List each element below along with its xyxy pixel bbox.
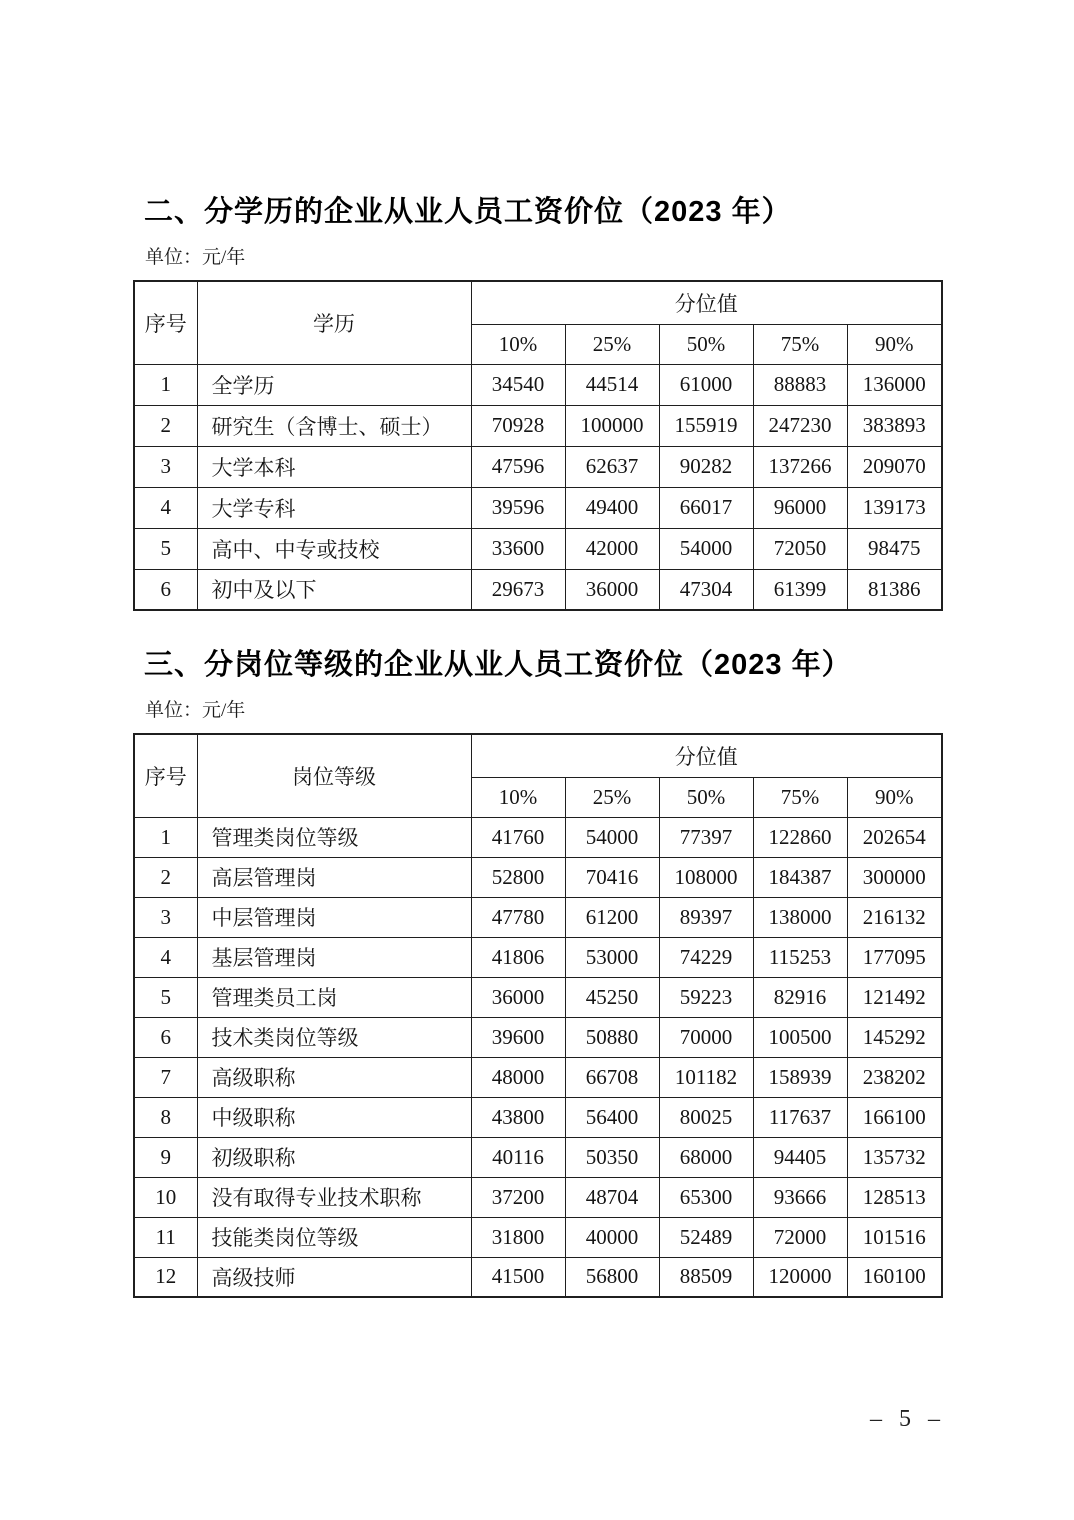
table-row [134,937,942,977]
table-row [134,977,942,1017]
row-number-cell: 4 [134,487,197,528]
value-cell: 36000 [471,977,565,1017]
table-row [134,857,942,897]
percentile-header: 75% [753,777,847,817]
value-cell: 238202 [847,1057,942,1097]
table-body [134,364,942,610]
category-cell: 大学本科 [197,446,471,487]
value-cell: 52489 [659,1217,753,1257]
value-cell: 383893 [847,405,942,446]
column-header-category: 岗位等级 [197,734,471,817]
value-cell: 202654 [847,817,942,857]
value-cell: 40000 [565,1217,659,1257]
value-cell: 101182 [659,1057,753,1097]
table-row [134,1257,942,1297]
category-cell: 高级技师 [197,1257,471,1297]
value-cell: 77397 [659,817,753,857]
value-cell: 61000 [659,364,753,405]
value-cell: 80025 [659,1097,753,1137]
table-row [134,487,942,528]
table-body [134,817,942,1297]
value-cell: 135732 [847,1137,942,1177]
value-cell: 34540 [471,364,565,405]
value-cell: 88509 [659,1257,753,1297]
value-cell: 39600 [471,1017,565,1057]
column-header-no: 序号 [134,281,197,364]
row-number-cell: 5 [134,528,197,569]
category-cell: 中层管理岗 [197,897,471,937]
value-cell: 166100 [847,1097,942,1137]
value-cell: 88883 [753,364,847,405]
table-header [134,281,942,364]
value-cell: 122860 [753,817,847,857]
value-cell: 160100 [847,1257,942,1297]
value-cell: 158939 [753,1057,847,1097]
category-cell: 大学专科 [197,487,471,528]
value-cell: 117637 [753,1097,847,1137]
category-cell: 基层管理岗 [197,937,471,977]
column-group-header: 分位值 [471,734,942,777]
row-number-cell: 5 [134,977,197,1017]
table-row [134,1017,942,1057]
value-cell: 177095 [847,937,942,977]
category-cell: 初级职称 [197,1137,471,1177]
unit-label: 单位：元/年 [145,247,246,268]
value-cell: 90282 [659,446,753,487]
value-cell: 70000 [659,1017,753,1057]
value-cell: 72050 [753,528,847,569]
category-cell: 高层管理岗 [197,857,471,897]
unit-label: 单位：元/年 [145,700,246,721]
category-cell: 没有取得专业技术职称 [197,1177,471,1217]
value-cell: 65300 [659,1177,753,1217]
section-title: 二、分学历的企业从业人员工资价位（2023 年） [144,196,792,228]
value-cell: 49400 [565,487,659,528]
row-number-cell: 2 [134,405,197,446]
value-cell: 31800 [471,1217,565,1257]
value-cell: 209070 [847,446,942,487]
value-cell: 94405 [753,1137,847,1177]
value-cell: 47304 [659,569,753,610]
value-cell: 47780 [471,897,565,937]
value-cell: 50880 [565,1017,659,1057]
table-row [134,1057,942,1097]
value-cell: 29673 [471,569,565,610]
value-cell: 37200 [471,1177,565,1217]
value-cell: 128513 [847,1177,942,1217]
value-cell: 82916 [753,977,847,1017]
value-cell: 89397 [659,897,753,937]
percentile-header: 25% [565,777,659,817]
value-cell: 56800 [565,1257,659,1297]
value-cell: 61200 [565,897,659,937]
value-cell: 139173 [847,487,942,528]
row-number-cell: 7 [134,1057,197,1097]
category-cell: 管理类员工岗 [197,977,471,1017]
value-cell: 98475 [847,528,942,569]
value-cell: 184387 [753,857,847,897]
value-cell: 138000 [753,897,847,937]
value-cell: 53000 [565,937,659,977]
value-cell: 41806 [471,937,565,977]
section-position-wage [133,646,941,1298]
table-row [134,1137,942,1177]
value-cell: 33600 [471,528,565,569]
table-row [134,528,942,569]
row-number-cell: 4 [134,937,197,977]
category-cell: 高中、中专或技校 [197,528,471,569]
value-cell: 47596 [471,446,565,487]
value-cell: 56400 [565,1097,659,1137]
value-cell: 48000 [471,1057,565,1097]
table-row [134,817,942,857]
row-number-cell: 3 [134,897,197,937]
value-cell: 42000 [565,528,659,569]
percentile-header: 10% [471,324,565,364]
value-cell: 39596 [471,487,565,528]
value-cell: 44514 [565,364,659,405]
position-wage-table [133,733,943,1298]
value-cell: 66017 [659,487,753,528]
row-number-cell: 1 [134,364,197,405]
value-cell: 48704 [565,1177,659,1217]
table-row [134,405,942,446]
percentile-header: 90% [847,324,942,364]
column-header-category: 学历 [197,281,471,364]
value-cell: 136000 [847,364,942,405]
percentile-header: 10% [471,777,565,817]
row-number-cell: 9 [134,1137,197,1177]
value-cell: 70416 [565,857,659,897]
value-cell: 101516 [847,1217,942,1257]
value-cell: 74229 [659,937,753,977]
value-cell: 93666 [753,1177,847,1217]
table-header [134,734,942,817]
percentile-header: 50% [659,777,753,817]
value-cell: 61399 [753,569,847,610]
row-number-cell: 1 [134,817,197,857]
table-row [134,569,942,610]
table-row [134,1097,942,1137]
value-cell: 36000 [565,569,659,610]
value-cell: 45250 [565,977,659,1017]
section-education-wage [133,193,941,611]
category-cell: 技能类岗位等级 [197,1217,471,1257]
value-cell: 216132 [847,897,942,937]
category-cell: 初中及以下 [197,569,471,610]
category-cell: 管理类岗位等级 [197,817,471,857]
category-cell: 中级职称 [197,1097,471,1137]
percentile-header: 90% [847,777,942,817]
row-number-cell: 6 [134,569,197,610]
value-cell: 108000 [659,857,753,897]
value-cell: 68000 [659,1137,753,1177]
row-number-cell: 11 [134,1217,197,1257]
category-cell: 研究生（含博士、硕士） [197,405,471,446]
value-cell: 155919 [659,405,753,446]
page-number: – 5 – [870,1406,941,1432]
percentile-header: 50% [659,324,753,364]
value-cell: 81386 [847,569,942,610]
education-wage-table [133,280,943,611]
value-cell: 41500 [471,1257,565,1297]
value-cell: 41760 [471,817,565,857]
value-cell: 43800 [471,1097,565,1137]
value-cell: 247230 [753,405,847,446]
value-cell: 70928 [471,405,565,446]
value-cell: 120000 [753,1257,847,1297]
value-cell: 145292 [847,1017,942,1057]
value-cell: 52800 [471,857,565,897]
value-cell: 100500 [753,1017,847,1057]
value-cell: 66708 [565,1057,659,1097]
value-cell: 62637 [565,446,659,487]
value-cell: 40116 [471,1137,565,1177]
row-number-cell: 10 [134,1177,197,1217]
row-number-cell: 12 [134,1257,197,1297]
category-cell: 技术类岗位等级 [197,1017,471,1057]
percentile-header: 25% [565,324,659,364]
table-row [134,364,942,405]
column-header-no: 序号 [134,734,197,817]
value-cell: 59223 [659,977,753,1017]
table-row [134,446,942,487]
value-cell: 54000 [565,817,659,857]
row-number-cell: 6 [134,1017,197,1057]
value-cell: 137266 [753,446,847,487]
section-title: 三、分岗位等级的企业从业人员工资价位（2023 年） [144,649,852,681]
table-row [134,1217,942,1257]
value-cell: 50350 [565,1137,659,1177]
value-cell: 300000 [847,857,942,897]
value-cell: 54000 [659,528,753,569]
value-cell: 121492 [847,977,942,1017]
row-number-cell: 2 [134,857,197,897]
percentile-header: 75% [753,324,847,364]
row-number-cell: 3 [134,446,197,487]
table-row [134,897,942,937]
column-group-header: 分位值 [471,281,942,324]
value-cell: 72000 [753,1217,847,1257]
value-cell: 115253 [753,937,847,977]
table-row [134,1177,942,1217]
value-cell: 100000 [565,405,659,446]
row-number-cell: 8 [134,1097,197,1137]
category-cell: 高级职称 [197,1057,471,1097]
value-cell: 96000 [753,487,847,528]
category-cell: 全学历 [197,364,471,405]
